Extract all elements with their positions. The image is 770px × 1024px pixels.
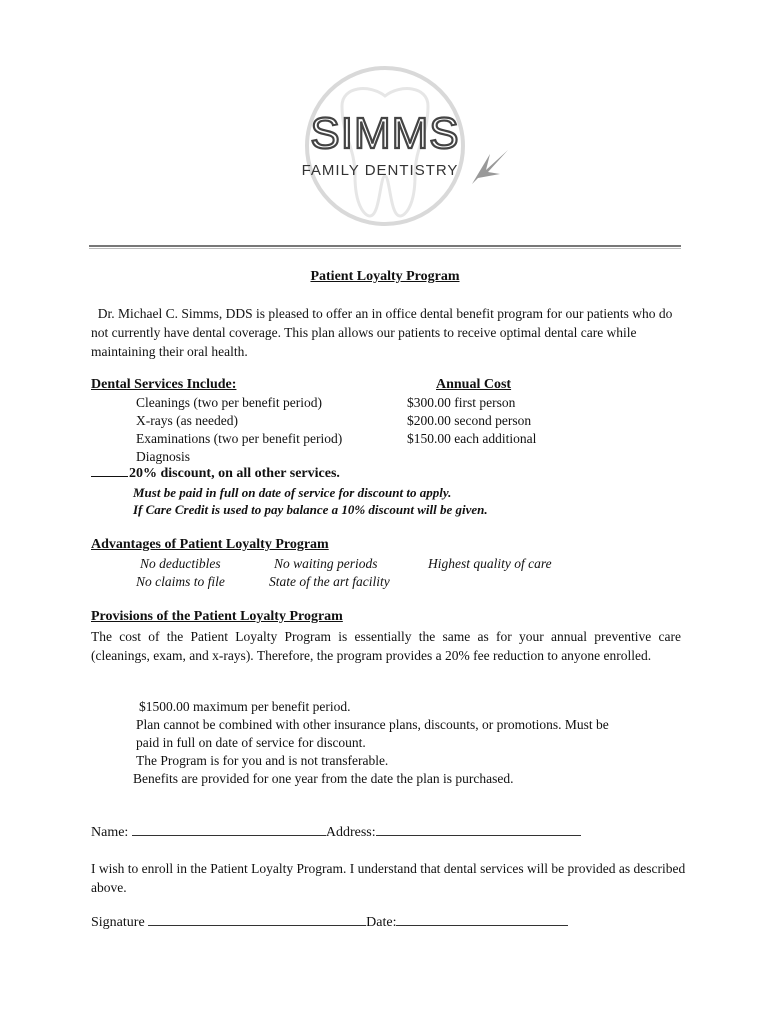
intro-paragraph: Dr. Michael C. Simms, DDS is pleased to offer an in office dental benefit program for our patients who do not currently have dental coverage. This plan allows our patients to receive optimal dental care while maintaining their oral health. (91, 306, 673, 359)
list-item: $150.00 each additional (407, 431, 537, 446)
page-title: Patient Loyalty Program (310, 269, 460, 284)
provisions-list (133, 698, 609, 788)
address-label: Address: (325, 825, 376, 840)
date-field[interactable] (396, 913, 568, 926)
signature-label: Signature (91, 915, 145, 930)
list-item: Cleanings (two per benefit period) (136, 395, 322, 410)
divider (89, 248, 681, 249)
divider (89, 245, 681, 247)
cost-list (407, 394, 536, 448)
list-item: X-rays (as needed) (136, 413, 238, 428)
services-list (136, 394, 342, 466)
discount-checkbox-blank[interactable] (91, 476, 128, 477)
advantage-item: Highest quality of care (428, 556, 552, 571)
name-label: Name: (91, 825, 129, 840)
list-item: $300.00 first person (407, 395, 516, 410)
logo-tagline: FAMILY DENTISTRY (301, 162, 459, 179)
date-label: Date: (366, 915, 397, 930)
enroll-statement: I wish to enroll in the Patient Loyalty Program. I understand that dental services will be provided as described above. (91, 861, 686, 895)
list-item: Diagnosis (136, 449, 190, 464)
list-item: Plan cannot be combined with other insurance plans, discounts, or promotions. Must be (136, 717, 609, 732)
list-item: The Program is for you and is not transferable. (136, 753, 389, 768)
signature-date-line (91, 913, 568, 931)
name-field[interactable] (132, 823, 326, 836)
name-address-line (91, 823, 581, 841)
list-item: Examinations (two per benefit period) (136, 431, 343, 446)
discount-text: 20% discount, on all other services. (129, 466, 340, 481)
address-field[interactable] (376, 823, 581, 836)
signature-field[interactable] (148, 913, 366, 926)
advantage-item: State of the art facility (269, 574, 390, 589)
advantages-heading: Advantages of Patient Loyalty Program (91, 537, 329, 552)
logo-wordmark: SIMMS (310, 109, 460, 158)
list-item: $200.00 second person (407, 413, 532, 428)
provisions-heading: Provisions of the Patient Loyalty Program (91, 609, 343, 624)
services-heading: Dental Services Include: (91, 377, 237, 392)
cost-heading: Annual Cost (436, 377, 512, 392)
care-credit-note: If Care Credit is used to pay balance a 10% discount will be given. (133, 502, 488, 517)
discount-line (91, 466, 340, 482)
advantage-item: No deductibles (140, 556, 221, 571)
advantage-item: No waiting periods (274, 556, 378, 571)
advantage-item: No claims to file (136, 574, 225, 589)
sparkle-icon (472, 150, 508, 184)
list-item: Benefits are provided for one year from the date the plan is purchased. (133, 771, 514, 786)
provisions-paragraph: The cost of the Patient Loyalty Program is essentially the same as for your annual preventive care (cleanings, exam, and x-rays). Therefore, the program provides a 20% fee reduction to anyone enrolled. (91, 629, 681, 663)
discount-note: Must be paid in full on date of service for discount to apply. (133, 485, 452, 500)
list-item: paid in full on date of service for discount. (136, 735, 366, 750)
simms-logo (250, 66, 520, 226)
list-item: $1500.00 maximum per benefit period. (139, 699, 351, 714)
